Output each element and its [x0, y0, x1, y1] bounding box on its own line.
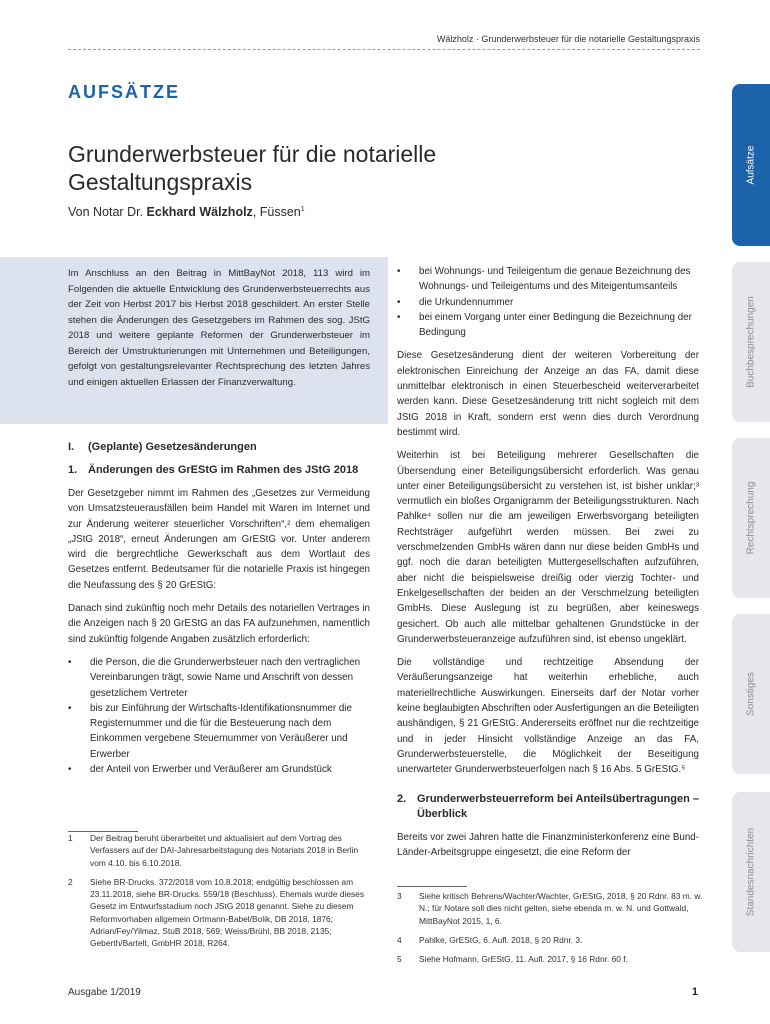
footnote	[397, 934, 703, 946]
footnote	[397, 890, 703, 927]
page-number: 1	[691, 986, 698, 998]
heading-number: 1.	[68, 464, 78, 476]
title-line-2: Gestaltungspraxis	[68, 169, 253, 195]
heading-subsection-2	[397, 792, 699, 822]
footnote-number: 5	[397, 954, 402, 965]
footnote	[68, 832, 374, 869]
bullet-list	[397, 264, 699, 340]
heading-text: (Geplante) Gesetzesänderungen	[88, 441, 257, 453]
list-item: • der Anteil von Erwerber und Veräußerer am Grundstück	[68, 762, 370, 777]
footnote-number: 2	[68, 876, 73, 887]
tab-sonstiges[interactable]	[732, 614, 770, 774]
heading-subsection-1	[68, 463, 370, 478]
author-line	[68, 205, 305, 219]
abstract-box	[0, 257, 388, 424]
footnote-text: Siehe kritisch Behrens/Wachter/Wachter, GrEStG, 2018, § 20 Rdnr. 83 m. w. N.; für Notare soll dies nicht gelten, siehe ebenda m. w. N. und Gottwald, MittBayNot 2015, 1, 6.	[419, 891, 703, 926]
footnote-text: Siehe Hofmann, GrEStG, 11. Aufl. 2017, § 16 Rdnr. 60 f.	[419, 954, 628, 965]
tab-label: Sonstiges	[745, 672, 757, 716]
heading-text: Grunderwerbsteuerreform bei Anteilsübertragungen – Überblick	[417, 792, 699, 820]
list-item: • bis zur Einführung der Wirtschafts-Identifikationsnummer die Registernummer und die für die Besteuerung nach dem Einkommen vergebene Steuernummer von Veräußerer und Erwerber	[68, 701, 370, 762]
bullet-list	[68, 655, 370, 777]
tab-label: Buchbesprechungen	[745, 296, 757, 388]
footnote-number: 4	[397, 934, 402, 945]
paragraph: Danach sind zukünftig noch mehr Details des notariellen Vertrages in die Anzeigen nach § 20 GrEStG an das FA aufzunehmen, namentlich sind zukünftig folgende Angaben zusätzlich erforderlich:	[68, 603, 370, 645]
list-item: • bei Wohnungs- und Teileigentum die genaue Bezeichnung des Wohnungs- und Teileigentums und des Miteigentumsanteils	[397, 264, 699, 295]
paragraph: Bereits vor zwei Jahren hatte die Finanzministerkonferenz eine Bund-Länder-Arbeitsgruppe eingesetzt, die eine Reform der	[397, 831, 699, 858]
footnotes-left	[68, 832, 374, 957]
heading-section-1	[68, 440, 370, 455]
heading-text: Änderungen des GrEStG im Rahmen des JStG 2018	[88, 464, 359, 476]
issue-label: Ausgabe 1/2019	[68, 987, 141, 998]
heading-number: I.	[68, 441, 75, 453]
footnote-text: Pahlke, GrEStG, 6. Aufl. 2018, § 20 Rdnr. 3.	[419, 934, 583, 945]
author-name: Eckhard Wälzholz	[146, 205, 253, 219]
right-column	[397, 264, 699, 868]
left-column	[68, 440, 370, 785]
abstract-text: Im Anschluss an den Beitrag in MittBayNot 2018, 113 wird im Folgenden die aktuelle Entwicklung des Grunderwerbsteuerrechts aus der Zeit von Herbst 2017 bis Herbst 2018 geschildert. An erster Stelle stehen die Änderungen des Gesetzgebers im Rahmen des sog. JStG 2018 und weitere geplante Reformen der Grunderwerbsteuer im Bereich der Umstrukturierungen mit Unternehmen und Beteiligungen, gefolgt von gestaltungsrelevanter Rechtsprechung des letzten Jahres und einigen aktuellen Erlassen der Finanzverwaltung.	[68, 268, 370, 388]
list-item: • die Urkundennummer	[397, 295, 699, 310]
list-item: • die Person, die die Grunderwerbsteuer nach den vertraglichen Vereinbarungen trägt, sowie Name und Anschrift von dessen gesetzlichem Vertreter	[68, 655, 370, 701]
list-item: • bei einem Vorgang unter einer Bedingung die Bezeichnung der Bedingung	[397, 310, 699, 341]
footnotes-right	[397, 890, 703, 972]
heading-number: 2.	[397, 792, 407, 805]
author-suffix: , Füssen	[252, 205, 301, 219]
article-title	[68, 140, 628, 196]
paragraph: Der Gesetzgeber nimmt im Rahmen des „Gesetzes zur Vermeidung von Umsatzsteuerausfällen beim Handel mit Waren im Internet und zur Änderung weiterer steuerlicher Vorschriften“,² dem ehemaligen „JStG 2018“, erneut Änderungen am GrEStG vor. Unter anderem wird die bergrechtliche Gewerkschaft aus dem Wortlaut des Gesetzes entfernt. Bedeutsamer für die notarielle Praxis ist hingegen die Neufassung des § 20 GrEStG:	[68, 488, 370, 591]
tab-label: Aufsätze	[745, 145, 757, 185]
footnote	[68, 876, 374, 950]
tab-label: Rechtsprechung	[745, 481, 757, 555]
tab-label: Standesnachrichten	[745, 827, 757, 917]
footnote-number: 1	[68, 833, 73, 843]
paragraph: Diese Gesetzesänderung dient der weiteren Vorbereitung der elektronischen Einreichung der Anzeige an das FA, damit diese unmittelbar elektronisch in einen Steuerbescheid weiterverarbeitet werden kann. Diese Gesetzesänderung tritt nicht sogleich mit dem JStG 2018 in Kraft, sondern erst wenn dies durch Verordnung bestimmt wird.	[397, 350, 699, 438]
footnote-text: Der Beitrag beruht überarbeitet und aktualisiert auf dem Vortrag des Verfassers auf der DAI-Jahresarbeitstagung des Notariats 2018 in Berlin vom 4.10. bis 6.10.2018.	[90, 833, 359, 868]
paragraph: Weiterhin ist bei Beteiligung mehrerer Gesellschaften die Übersendung einer Beteiligungsübersicht erforderlich. Was genau unter einer Beteiligungsübersicht zu verstehen ist, ist bisher unklar;³ vermutlich ein bloßes Organigramm der Beteiligungsstrukturen. Nach Pahlke⁴ sollen nur die am jeweiligen Erwerbsvorgang beteiligten Rechtsträger aufgeführt werden müssen. Bei zwei zu verschmelzenden GmbHs wären dann nur diese beiden GmbHs und ggf. noch die daran beteiligten Muttergesellschaften aufzuführen, aber nicht die beispielsweise dreißig oder vierzig Tochter- und Enkelgesellschaften der beiden an der Verschmelzung beteiligten GmbHs. Diese Auslegung ist zu begrüßen, aber keineswegs gesichert. Ob auch alle mittelbar gehaltenen Grundstücke in der Grunderwerbsteueranzeige aufzuführen sind, ist ebenso ungeklärt.	[397, 450, 699, 645]
paragraph: Die vollständige und rechtzeitige Absendung der Veräußerungsanzeige hat weiterhin erhebliche, auch materiellrechtliche Auswirkungen. Einerseits darf der Notar vorher keine beglaubigten Abschriften oder Ausfertigungen an die Beteiligten aushändigen, § 21 GrEStG. Andererseits eröffnet nur die rechtzeitige und in jeder Hinsicht vollständige Anzeige an das FA, Grunderwerbsteuerstelle, die Möglichkeit der Beseitigung unerwarteter Grunderwerbsteuerfolgen nach § 16 Abs. 5 GrEStG.⁵	[397, 657, 699, 776]
section-label: AUFSÄTZE	[68, 82, 180, 102]
title-line-1: Grunderwerbsteuer für die notarielle	[68, 141, 437, 167]
running-head: Wälzholz · Grunderwerbsteuer für die notarielle Gestaltungspraxis	[436, 34, 700, 44]
tab-rechtsprechung[interactable]	[732, 438, 770, 598]
footnote-text: Siehe BR-Drucks. 372/2018 vom 10.8.2018; endgültig beschlossen am 23.11.2018, siehe BR-Drucks. 559/18 (Beschluss). Ehemals wurde dieses Gesetz im Entwurfsstadium noch JStG 2018 genannt. Siehe zu diesem Reformvorhaben allgemein Ortmann-Babel/Bolik, DB 2018, 1876; Adrian/Fey/Yilmaz, StuB 2018, 569; Weiss/Brühl, BB 2018, 2135; Geberth/Bartelt, GmbHR 2018, R264.	[90, 876, 365, 949]
footnote-number: 3	[397, 891, 402, 901]
footnote-divider	[397, 886, 467, 887]
tab-buchbesprechungen[interactable]	[732, 262, 770, 422]
author-prefix: Von Notar Dr.	[68, 205, 144, 219]
header-divider	[68, 49, 700, 50]
tab-aufsaetze[interactable]	[732, 84, 770, 246]
footnote	[397, 953, 703, 965]
author-footnote-ref[interactable]: 1	[300, 205, 305, 213]
tab-standesnachrichten[interactable]	[732, 792, 770, 952]
